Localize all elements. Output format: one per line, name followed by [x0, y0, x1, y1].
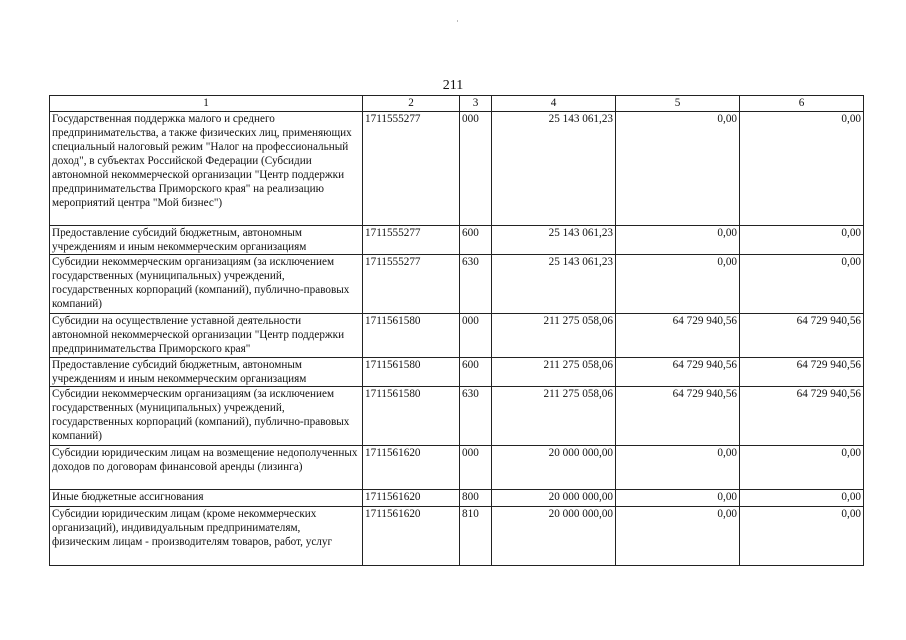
row-name: Субсидии некоммерческим организациям (за исключением государственных (муниципальных) учреждений, государственных корпораций (компаний), публично-правовых компаний)	[50, 255, 363, 314]
amount-col-5: 64 729 940,56	[616, 358, 740, 387]
amount-col-4: 211 275 058,06	[492, 358, 616, 387]
table-row	[50, 314, 864, 358]
amount-col-6: 0,00	[740, 507, 864, 566]
amount-col-6: 0,00	[740, 226, 864, 255]
target-article-code: 1711561620	[363, 507, 460, 566]
table-row	[50, 112, 864, 226]
target-article-code: 1711561620	[363, 490, 460, 507]
table-row	[50, 507, 864, 566]
header-col-5: 5	[616, 96, 740, 112]
amount-col-4: 211 275 058,06	[492, 387, 616, 446]
expense-kind-code: 000	[460, 112, 492, 226]
target-article-code: 1711555277	[363, 112, 460, 226]
row-name: Иные бюджетные ассигнования	[50, 490, 363, 507]
amount-col-5: 0,00	[616, 490, 740, 507]
table-row	[50, 446, 864, 490]
target-article-code: 1711561580	[363, 314, 460, 358]
page-number: 211	[442, 78, 464, 93]
amount-col-6: 0,00	[740, 490, 864, 507]
amount-col-6: 0,00	[740, 112, 864, 226]
amount-col-4: 20 000 000,00	[492, 490, 616, 507]
amount-col-5: 0,00	[616, 446, 740, 490]
amount-col-4: 20 000 000,00	[492, 446, 616, 490]
row-name: Предоставление субсидий бюджетным, автономным учреждениям и иным некоммерческим организациям	[50, 226, 363, 255]
header-col-1: 1	[50, 96, 363, 112]
expense-kind-code: 600	[460, 358, 492, 387]
scan-speck	[457, 20, 458, 22]
target-article-code: 1711561580	[363, 358, 460, 387]
table-row	[50, 226, 864, 255]
row-name: Государственная поддержка малого и среднего предпринимательства, а также физических лиц, применяющих специальный налоговый режим "Налог на профессиональный доход", в субъектах Российской Федерации (Субсидии автономной некоммерческой организации "Центр поддержки предпринимательства Приморского края" на реализацию мероприятий центра "Мой бизнес")	[50, 112, 363, 226]
expense-kind-code: 000	[460, 446, 492, 490]
expense-kind-code: 800	[460, 490, 492, 507]
amount-col-6: 64 729 940,56	[740, 387, 864, 446]
header-col-3: 3	[460, 96, 492, 112]
row-name: Предоставление субсидий бюджетным, автономным учреждениям и иным некоммерческим организациям	[50, 358, 363, 387]
amount-col-5: 0,00	[616, 255, 740, 314]
amount-col-4: 25 143 061,23	[492, 112, 616, 226]
target-article-code: 1711555277	[363, 226, 460, 255]
row-name: Субсидии юридическим лицам на возмещение недополученных доходов по договорам финансовой аренды (лизинга)	[50, 446, 363, 490]
expense-kind-code: 600	[460, 226, 492, 255]
amount-col-5: 0,00	[616, 507, 740, 566]
amount-col-6: 64 729 940,56	[740, 358, 864, 387]
expense-kind-code: 000	[460, 314, 492, 358]
table-row	[50, 490, 864, 507]
amount-col-5: 64 729 940,56	[616, 314, 740, 358]
amount-col-6: 0,00	[740, 446, 864, 490]
target-article-code: 1711561580	[363, 387, 460, 446]
header-col-6: 6	[740, 96, 864, 112]
header-col-4: 4	[492, 96, 616, 112]
header-row	[50, 96, 864, 112]
amount-col-4: 211 275 058,06	[492, 314, 616, 358]
target-article-code: 1711555277	[363, 255, 460, 314]
expense-kind-code: 630	[460, 387, 492, 446]
amount-col-6: 0,00	[740, 255, 864, 314]
amount-col-4: 25 143 061,23	[492, 226, 616, 255]
row-name: Субсидии юридическим лицам (кроме некоммерческих организаций), индивидуальным предпринимателям, физическим лицам - производителям товаров, работ, услуг	[50, 507, 363, 566]
table-row	[50, 358, 864, 387]
amount-col-4: 25 143 061,23	[492, 255, 616, 314]
amount-col-5: 0,00	[616, 226, 740, 255]
budget-table	[49, 95, 864, 566]
expense-kind-code: 810	[460, 507, 492, 566]
table-row	[50, 387, 864, 446]
header-col-2: 2	[363, 96, 460, 112]
amount-col-6: 64 729 940,56	[740, 314, 864, 358]
target-article-code: 1711561620	[363, 446, 460, 490]
table-row	[50, 255, 864, 314]
row-name: Субсидии на осуществление уставной деятельности автономной некоммерческой организации "Центр поддержки предпринимательства Приморского края"	[50, 314, 363, 358]
expense-kind-code: 630	[460, 255, 492, 314]
amount-col-5: 0,00	[616, 112, 740, 226]
amount-col-5: 64 729 940,56	[616, 387, 740, 446]
amount-col-4: 20 000 000,00	[492, 507, 616, 566]
row-name: Субсидии некоммерческим организациям (за исключением государственных (муниципальных) учреждений, государственных корпораций (компаний), публично-правовых компаний)	[50, 387, 363, 446]
